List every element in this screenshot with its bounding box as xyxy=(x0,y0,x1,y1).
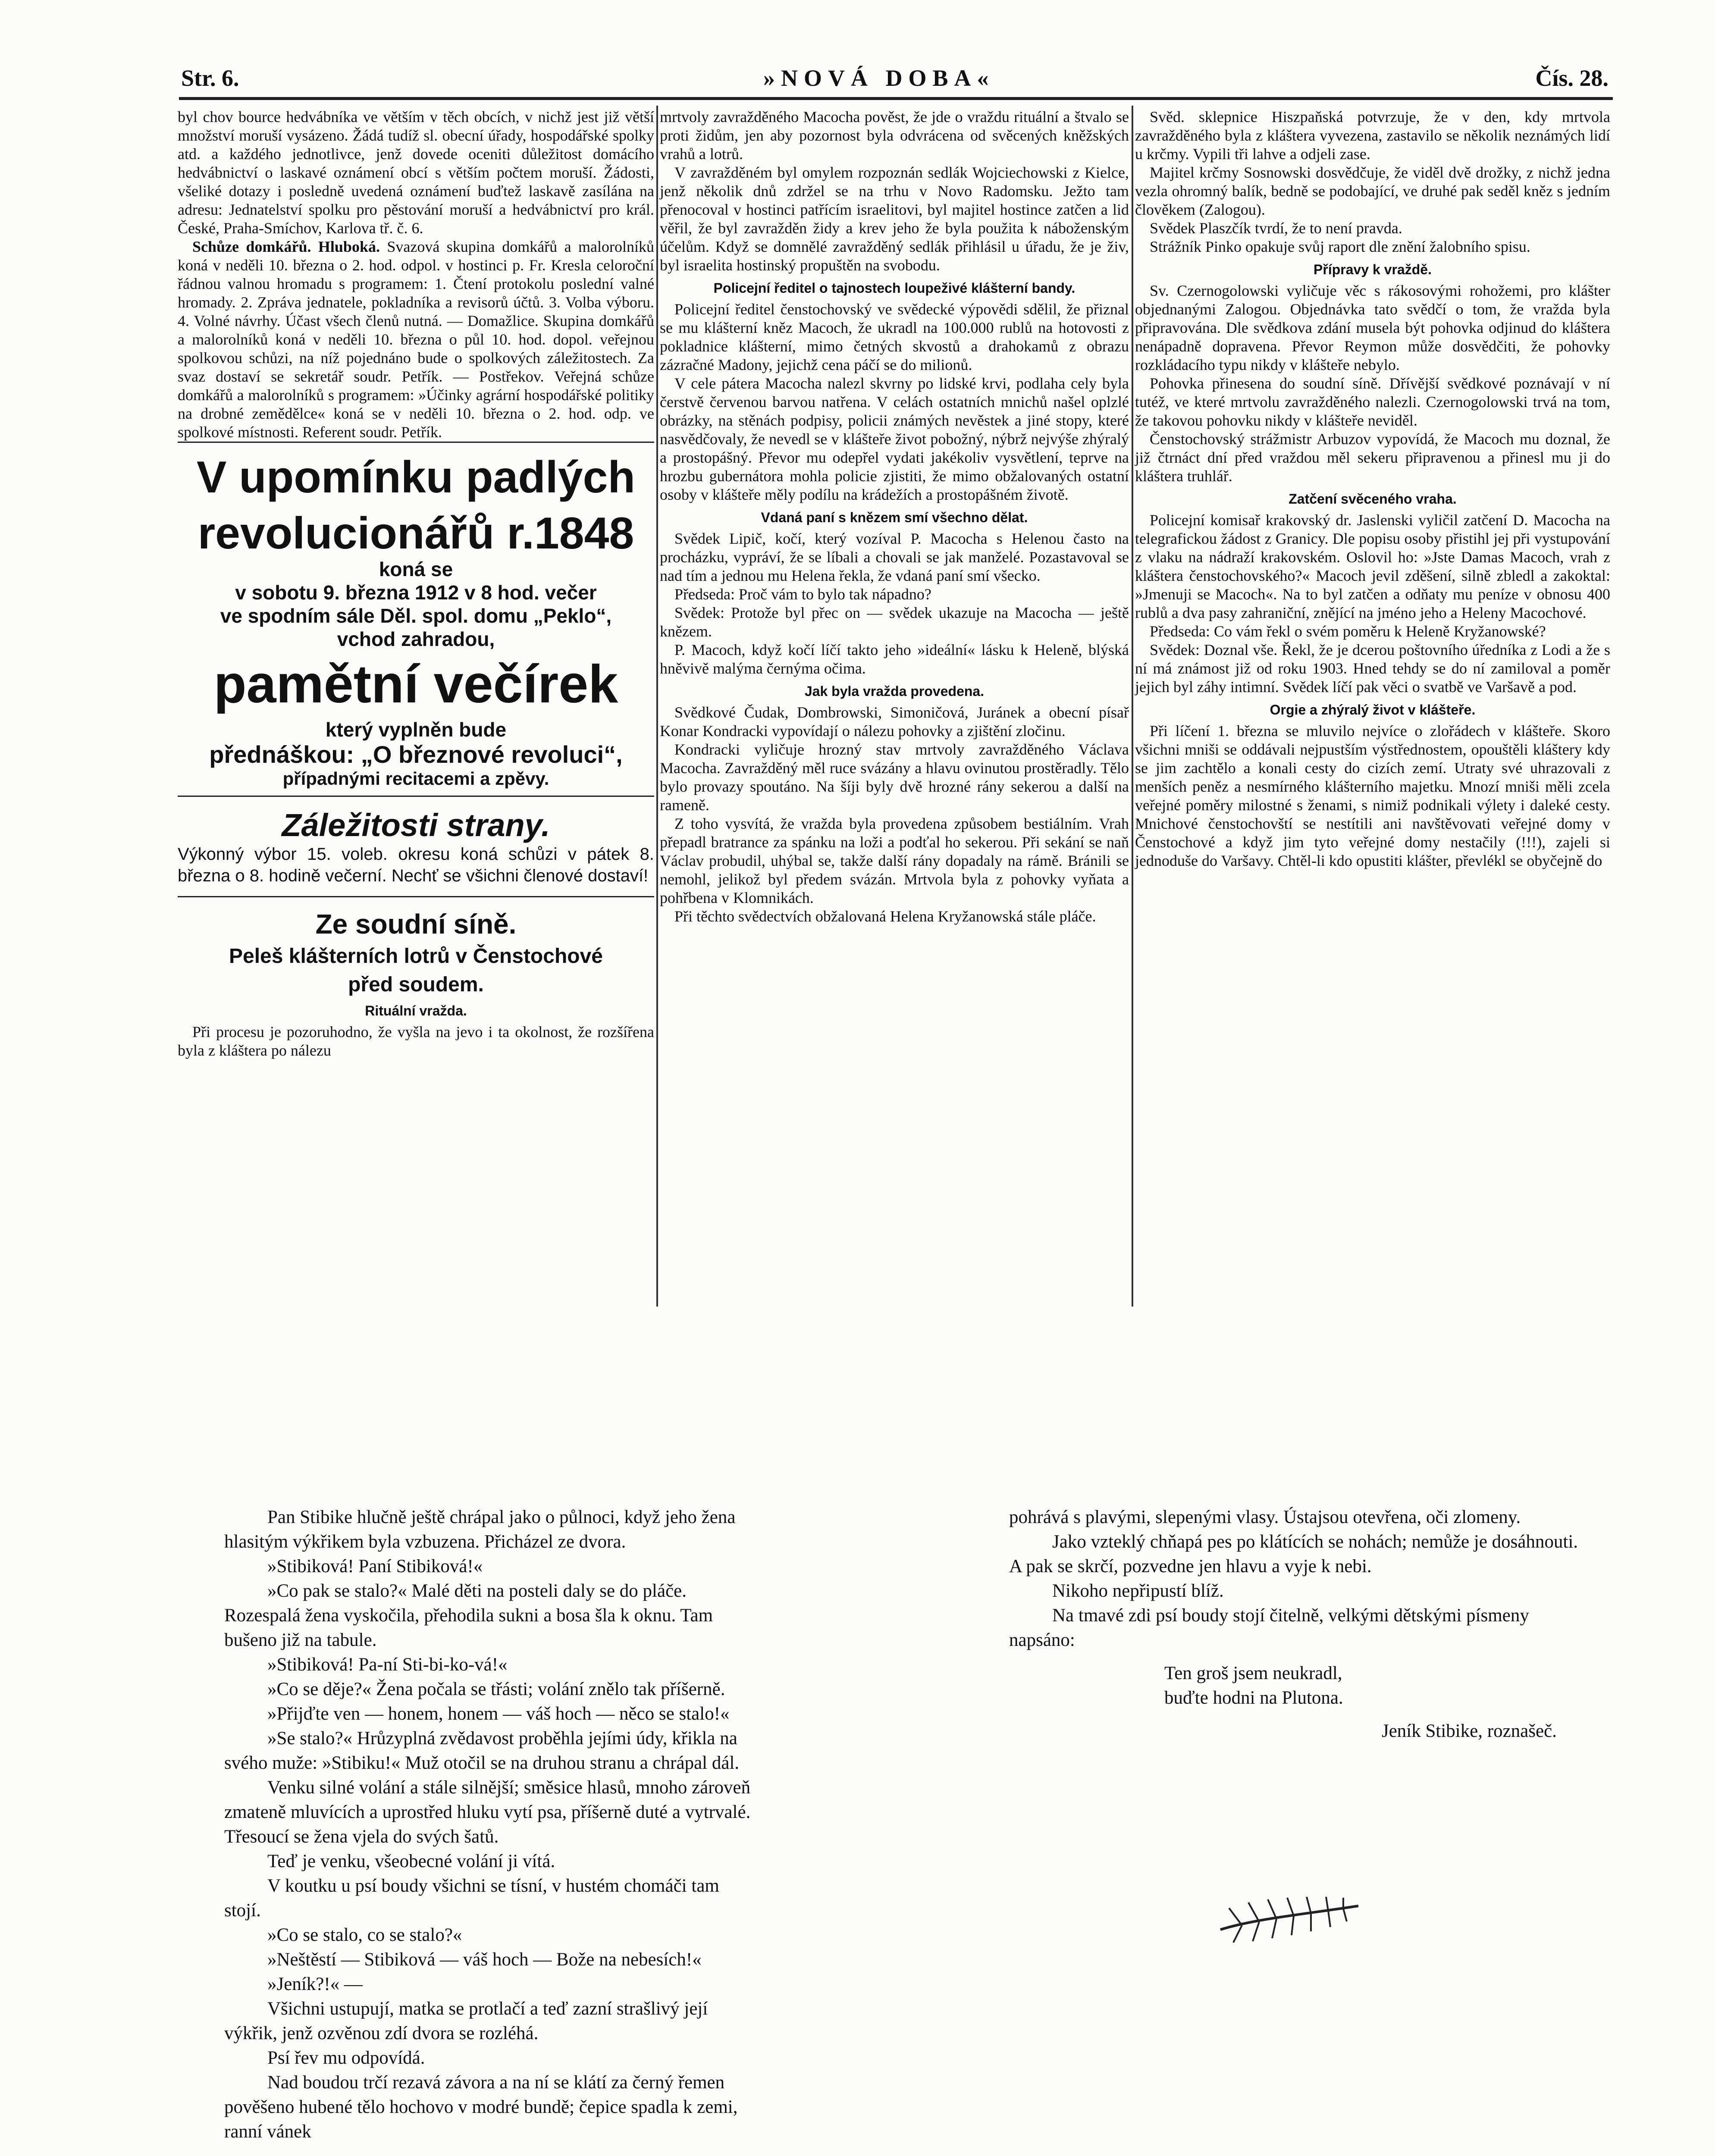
event-advertisement xyxy=(178,442,654,790)
subheading: Přípravy k vraždě. xyxy=(1314,262,1432,277)
article-headline: před soudem. xyxy=(348,973,484,996)
section-divider xyxy=(178,796,654,797)
article-text: V zavražděném byl omylem rozpoznán sedlák Wojciechowski z Kielce, jenž několik dnů zdržel se na trhu v Novo Radomsku. Ježto tam přenocoval v hostinci patřícím israelitovi, byl majitel hostince zatčen a lid věřil, že byl zavražděn židy a krev jeho že byla použita k náboženským účelům. Když se domnělé zavražděný sedlák přihlásil u úřadu, že je živ, byl israelita hostinský propuštěn na svobodu. xyxy=(660,164,1129,274)
column-2 xyxy=(660,108,1129,926)
story-paragraph: Na tmavé zdi psí boudy stojí čitelně, velkými dětskými písmeny napsáno: xyxy=(1009,1605,1529,1650)
article-text: Strážník Pinko opakuje svůj raport dle znění žalobního spisu. xyxy=(1150,238,1530,255)
column-1 xyxy=(178,108,654,1060)
article-text-body: Svazová skupina domkářů a malorolníků koná v neděli 10. března o 2. hod. odpol. v hostinci p. Fr. Kresla celoroční řádnou valnou hromadu s programem: 1. Čtení protokolu poslední valné hromady. 2. Zpráva jednatele, pokladníka a revisorů účtů. 3. Volba výboru. 4. Volné návrhy. Účast všech členů nutná. — Domažlice. Skupina domkářů a malorolníků koná v neděli 10. března o půl 10. hod. dopol. veřejnou spolkovou schůzi, na níž pojednáno bude o spolkových záležitostech. Za svaz dostaví se sekretář soudr. Petřík. — Postřekov. Veřejná schůze domkářů a malorolníků s programem: »Účinky agrární hospodářské politiky na drobné zemědělce« koná se v neděli 10. března o 2. hod. odp. ve spolkové místnosti. Referent soudr. Petřík. xyxy=(178,238,654,441)
subheading: Vdaná paní s knězem smí všechno dělat. xyxy=(761,510,1028,525)
header-rule xyxy=(179,97,1613,100)
story-paragraph: »Co se stalo, co se stalo?« xyxy=(267,1925,462,1945)
ad-date-line: v sobotu 9. března 1912 v 8 hod. večer xyxy=(235,581,597,604)
story-paragraph: »Co se děje?« Žena počala se třásti; volání znělo tak příšerně. xyxy=(267,1679,725,1699)
article-text: Pohovka přinesena do soudní síně. Dřívější svědkové poznávají v ní tutéž, ve které mrtvolu zavražděného nalezli. Czernogolowski trvá na tom, že takovou pohovku nikdy v klášteře neviděl. xyxy=(1135,375,1610,429)
column-divider xyxy=(1132,106,1133,1307)
author-signature: Jeník Stibike, roznašeč. xyxy=(1381,1721,1557,1741)
story-paragraph: Pan Stibike hlučně ještě chrápal jako o půlnoci, když jeho žena hlasitým výkřikem byla vzbuzena. Přicházel ze dvora. xyxy=(224,1507,736,1552)
article-text: Svědek: Doznal vše. Řekl, že je dcerou poštovního úředníka z Lodi a že s ní má známost již od roku 1903. Hned tehdy se do ní zamiloval a poměr jejich byl záhy intimní. Svědek líčí pak věci o svatbě ve Varšavě a pod. xyxy=(1135,641,1610,696)
story-paragraph: Nikoho nepřipustí blíž. xyxy=(1052,1581,1224,1601)
inscription-line: Ten groš jsem neukradl, xyxy=(1164,1663,1342,1683)
article-text: Při procesu je pozoruhodno, že vyšla na jevo i ta okolnost, že rozšířena byla z kláštera po nálezu xyxy=(178,1023,654,1059)
article-text: Svědek Lipič, kočí, který vozíval P. Macocha s Helenou často na procházku, vypráví, že se líbali a chovali se jak manželé. Pozastavoval se nad tím a jednou mu Helena řekla, že vdaná paní smí všecko. xyxy=(660,530,1129,584)
article-text: Svědek: Protože byl přec on — svědek ukazuje na Macocha — ještě knězem. xyxy=(660,604,1129,640)
story-paragraph: Jako vzteklý chňapá pes po klátících se nohách; nemůže je dosáhnouti. A pak se skrčí, pozvedne jen hlavu a vyje k nebi. xyxy=(1009,1532,1578,1576)
story-paragraph: V koutku u psí boudy všichni se tísní, v hustém chomáči tam stojí. xyxy=(224,1876,719,1921)
ad-venue-line: ve spodním sále Děl. spol. domu „Peklo“, xyxy=(220,605,612,627)
story-paragraph: Psí řev mu odpovídá. xyxy=(267,2048,425,2068)
article-text: Při těchto svědectvích obžalovaná Helena Kryžanowská stále pláče. xyxy=(674,908,1096,925)
article-text: Svěd. sklepnice Hiszpaňská potvrzuje, že v den, kdy mrtvola zavražděného byla z kláštera vyvezena, zastavilo se několik neznámých lidí u krčmy. Vypili tři lahve a odjeli zase. xyxy=(1135,108,1610,163)
column-3 xyxy=(1135,108,1610,870)
ad-line: případnými recitacemi a zpěvy. xyxy=(282,768,549,789)
masthead-title: »NOVÁ DOBA« xyxy=(763,65,995,91)
article-text: Svědek Plaszčík tvrdí, že to není pravda. xyxy=(1150,219,1402,237)
story-paragraph: Všichni ustupují, matka se protlačí a teď zazní strašlivý její výkřik, jenž ozvěnou zdí dvora se rozléhá. xyxy=(224,1999,708,2043)
subheading: Policejní ředitel o tajnostech loupeživé klášterní bandy. xyxy=(713,280,1075,296)
page-header xyxy=(181,56,1608,95)
page-number-label: Str. 6. xyxy=(181,65,239,91)
article-text xyxy=(178,238,654,442)
subheading: Orgie a zhýralý život v klášteře. xyxy=(1270,702,1476,718)
article-text: Předseda: Proč vám to bylo tak nápadno? xyxy=(674,586,931,603)
story-paragraph: »Stibiková! Pa-ní Sti-bi-ko-vá!« xyxy=(267,1655,508,1675)
ad-headline: revolucionářů r.1848 xyxy=(198,508,634,558)
article-text: Svědkové Čudak, Dombrowski, Simoničová, Juránek a obecní písař Konar Kondracki vypovídají o nálezu pohovky a zjištění zločinu. xyxy=(660,704,1129,740)
party-notice: Výkonný výbor 15. voleb. okresu koná schůzi v pátek 8. března o 8. hodině večerní. Nechť se všichni členové dostaví! xyxy=(178,845,654,885)
column-divider xyxy=(656,106,658,1307)
story-paragraph: »Jeník?!« — xyxy=(267,1974,363,1994)
article-text: Předseda: Co vám řekl o svém poměru k Heleně Kryžanowské? xyxy=(1150,623,1546,640)
story-paragraph: »Co pak se stalo?« Malé děti na posteli daly se do pláče. Rozespalá žena vyskočila, přehodila sukni a bosa šla k oknu. Tam bušeno již na tabule. xyxy=(224,1581,713,1650)
article-text: Policejní ředitel čenstochovský ve svědecké výpovědi sdělil, že přiznal se mu klášterní kněz Macoch, že ukradl na 100.000 rublů na hotovosti z pokladnice klášterní, mimo četných skvostů a drahokamů z obrazu zázračné Madony, jejichž cena páčí se do milionů. xyxy=(660,301,1129,373)
story-paragraph: »Se stalo?« Hrůzyplná zvědavost proběhla jejími údy, křikla na svého muže: »Stibiku!« Muž otočil se na druhou stranu a chrápal dál. xyxy=(224,1728,740,1773)
story-paragraph: Venku silné volání a stále silnější; směsice hlasů, mnoho zároveň zmateně mluvících a uprostřed hluku vytí psa, příšerně duté a vytrvalé. Třesoucí se žena vjela do svých šatů. xyxy=(224,1777,751,1847)
ad-headline: V upomínku padlých xyxy=(197,452,635,502)
article-headline: Peleš klášterních lotrů v Čenstochové xyxy=(229,945,603,968)
article-text: P. Macoch, když kočí líčí takto jeho »ideální« lásku k Heleně, blýská hněvivě malýma černýma očima. xyxy=(660,641,1129,677)
section-lead: Schůze domkářů. Hluboká. xyxy=(192,238,380,255)
story-right-column xyxy=(1009,1505,1583,1743)
article-text: Sv. Czernogolowski vyličuje věc s rákosovými rohožemi, pro klášter objednanými Zalogou. Objednávka tato svědčí o tom, že vražda byla připravována. Dle svědkova zdání musela být pohovka odjinud do kláštera nenápadně dopravena. Převor Reymon může dosvědčiti, že pohovky rozkládacího typu nikdy v klášteře nebylo. xyxy=(1135,282,1610,373)
story-paragraph: »Přijďte ven — honem, honem — váš hoch — něco se stalo!« xyxy=(267,1704,730,1724)
article-text: Při líčení 1. března se mluvilo nejvíce o zlořádech v klášteře. Skoro všichni mniši se oddávali nejpustším výstřednostem, opouštěli kláštery kdy se jim zachtělo a konali cesty do cizích zemí. Utraty své uhrazovali z menších peněz a nesmírného klášterního majetku. Mnozí mniši měli zcela veřejné poměry milostné s ženami, s nimiž podnikali výlety i daleké cesty. Mnichové čenstochovští se nestítili ani navštěvovati veřejné domy v Čenstochové a když jim tyto veřejné domy nestačily (!!!), zajeli si jednoduše do Varšavy. Chtěl-li kdo opustiti klášter, převlékl se obyčejně do xyxy=(1135,722,1610,869)
section-divider xyxy=(178,896,654,897)
section-title: Ze soudní síně. xyxy=(315,909,517,940)
wall-inscription xyxy=(1164,1661,1583,1710)
ad-line: koná se xyxy=(379,558,453,580)
story-paragraph: Teď je venku, všeobecné volání ji vítá. xyxy=(267,1851,555,1871)
subheading: Rituální vražda. xyxy=(365,1003,467,1018)
section-title: Záležitosti strany. xyxy=(282,807,550,843)
issue-number: Čís. 28. xyxy=(1535,65,1608,91)
article-text: Z toho vysvítá, že vražda byla provedena způsobem bestiálním. Vrah přepadl bratrance za spánku na loži a podťal ho sekerou. Při sekání se naň Václav probudil, uhýbal se, takže další rány dopadaly na rámě. Bránili se nemohl, jelikož byl předem svázán. Mrtvola byla z pohovky vyňata a pohřbena v Klomnikách. xyxy=(660,815,1129,906)
story-paragraph: »Stibiková! Paní Stibiková!« xyxy=(267,1556,483,1576)
story-paragraph: Nad boudou trčí rezavá závora a na ní se klátí za černý řemen pověšeno hubené tělo hochovo v modré bundě; čepice spadla k zemi, ranní vánek xyxy=(224,2072,738,2142)
article-text: V cele pátera Macocha nalezl skvrny po lidské krvi, podlaha cely byla čerstvě červenou barvou natřena. V celách ostatních mnichů našel oplzlé obrázky, na stěnách podpisy, policii známých nevěstek a jiné stopy, které nasvědčovaly, že nevedl se v klášteře život pobožný, nýbrž nejvýše zhýralý a prostopášný. Převor mu odepřel vydati jakékoliv vysvětlení, teprve na hrozbu gubernátora mohla policie zjistiti, že mimo obžalovaných ostatní osoby v klášteře měly podílu na krádežích a prostopášném životě. xyxy=(660,375,1129,503)
article-text: Policejní komisař krakovský dr. Jaslenski vyličil zatčení D. Macocha na telegrafickou žádost z Granicy. Dle popisu osoby přistihl jej při vystupování z vlaku na nádraží krakovském. Oslovil ho: »Jste Damas Macoch, vrah z kláštera čenstochovského?« Macoch jevil zděšení, silně zbledl a zakoktal: »Jmenuji se Macoch«. Na to byl zatčen a odňaty mu peníze v obnosu 400 rublů a dva pasy zahraniční, znějící na jméno jeho a Heleny Macochové. xyxy=(1135,511,1610,621)
article-text: Kondracki vyličuje hrozný stav mrtvoly zavražděného Václava Macocha. Zavražděný měl ruce svázány a hlavu ovinutou prostěradly. Tělo bylo provazy spoutáno. Na šíji byly dvě hrozné rány sekerou a další na rameně. xyxy=(660,741,1129,814)
subheading: Jak byla vražda provedena. xyxy=(804,683,984,699)
inscription-line: buďte hodni na Plutona. xyxy=(1164,1688,1343,1708)
article-text: Čenstochovský strážmistr Arbuzov vypovídá, že Macoch mu doznal, že již čtrnáct dní před vraždou měl sekeru připravenou a přinesl mu ji do kláštera truhlář. xyxy=(1135,430,1610,485)
ad-line: který vyplněn bude xyxy=(325,718,507,741)
story-left-column xyxy=(224,1505,759,2144)
article-text: byl chov bource hedvábníka ve větším v těch obcích, v nichž jest již větší množství moruší vysázeno. Žádá tudíž sl. obecní úřady, hospodářské spolky atd. a každého jednotlivce, jenž dovede oceniti důležitost domácího hedvábnictví o laskavé oznámení obcí s větším počtem moruší. Žádosti, všeliké dotazy i posledně uvedená oznámení buďtež laskavě zasílána na adresu: Jednatelství spolku pro pěstování moruší a hedvábnictví pro král. České, Praha-Smíchov, Karlova tř. č. 6. xyxy=(178,108,654,237)
ad-event-name: pamětní večírek xyxy=(213,655,618,714)
story-paragraph: »Neštěstí — Stibiková — váš hoch — Bože na nebesích!« xyxy=(267,1949,702,1970)
ad-lecture-line: přednáškou: „O březnové revoluci“, xyxy=(209,741,623,768)
story-paragraph: pohrává s plavými, slepenými vlasy. Ústajsou otevřena, oči zlomeny. xyxy=(1009,1507,1521,1527)
ad-line: vchod zahradou, xyxy=(337,628,495,650)
article-text: Majitel krčmy Sosnowski dosvědčuje, že viděl dvě drožky, z nichž jedna vezla ohromný balík, bedně se podobající, ve druhé pak seděl kněz s jedním člověkem (Zalogou). xyxy=(1135,164,1610,218)
palm-branch-ornament xyxy=(1216,1889,1363,1949)
article-text: mrtvoly zavražděného Macocha pověst, že jde o vraždu rituální a štvalo se proti židům, jen aby pozornost byla odvrácena od svěcených kněžských vrahů a lotrů. xyxy=(660,108,1129,163)
subheading: Zatčení svěceného vraha. xyxy=(1289,491,1457,507)
